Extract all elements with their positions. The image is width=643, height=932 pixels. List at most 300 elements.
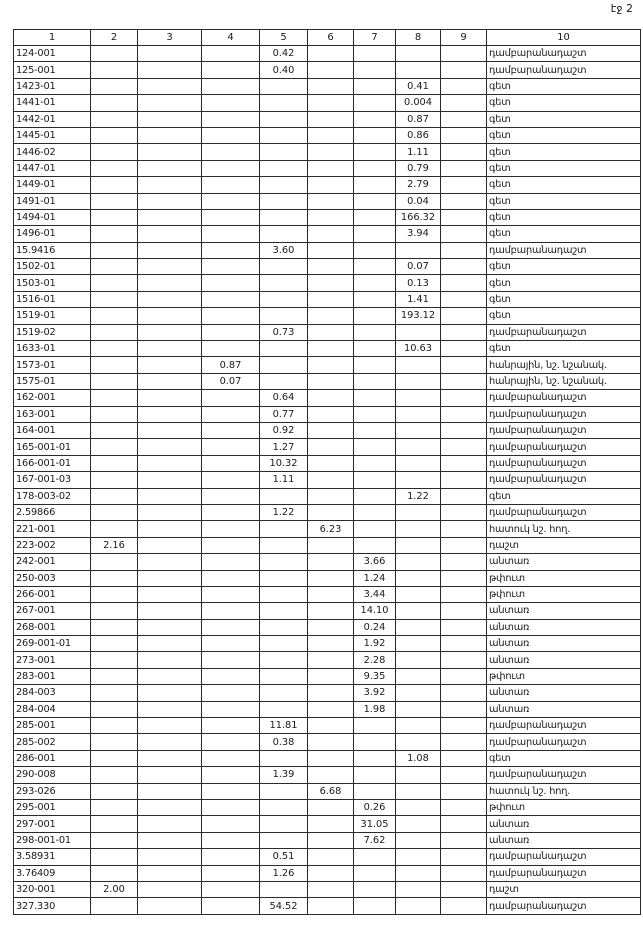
table-cell: 178-003-02 bbox=[14, 488, 91, 504]
table-cell bbox=[308, 275, 354, 291]
table-row bbox=[14, 668, 641, 684]
table-cell bbox=[441, 78, 487, 94]
table-cell: անտառ bbox=[487, 636, 641, 652]
table-cell: հատուկ նշ. հող. bbox=[487, 783, 641, 799]
table-row bbox=[14, 324, 641, 340]
table-cell bbox=[202, 422, 260, 438]
table-cell bbox=[308, 586, 354, 602]
table-cell bbox=[260, 78, 308, 94]
table-cell: 163-001 bbox=[14, 406, 91, 422]
table-cell: 1.92 bbox=[354, 636, 396, 652]
table-cell bbox=[138, 439, 202, 455]
table-cell bbox=[354, 734, 396, 750]
table-cell bbox=[354, 209, 396, 225]
table-cell bbox=[441, 406, 487, 422]
table-cell bbox=[396, 406, 441, 422]
table-cell: 293-026 bbox=[14, 783, 91, 799]
table-cell bbox=[308, 865, 354, 881]
table-row bbox=[14, 488, 641, 504]
table-cell bbox=[308, 570, 354, 586]
table-cell: 1.24 bbox=[354, 570, 396, 586]
table-cell: դամբարանադաշտ bbox=[487, 324, 641, 340]
table-cell: անտառ bbox=[487, 619, 641, 635]
table-cell: 0.77 bbox=[260, 406, 308, 422]
table-cell bbox=[354, 341, 396, 357]
table-row bbox=[14, 701, 641, 717]
table-cell bbox=[91, 95, 138, 111]
table-cell bbox=[260, 750, 308, 766]
table-cell bbox=[91, 439, 138, 455]
table-cell bbox=[354, 849, 396, 865]
table-cell bbox=[202, 177, 260, 193]
table-cell bbox=[202, 783, 260, 799]
table-cell bbox=[308, 357, 354, 373]
table-cell: 1519-02 bbox=[14, 324, 91, 340]
table-cell bbox=[441, 111, 487, 127]
table-cell: հանրային, նշ. նշանակ. bbox=[487, 373, 641, 389]
table-cell: 0.40 bbox=[260, 62, 308, 78]
table-cell bbox=[354, 488, 396, 504]
table-cell bbox=[441, 537, 487, 553]
table-cell bbox=[441, 718, 487, 734]
table-cell bbox=[138, 816, 202, 832]
table-cell bbox=[354, 357, 396, 373]
table-cell bbox=[91, 341, 138, 357]
table-cell bbox=[441, 783, 487, 799]
table-cell bbox=[354, 767, 396, 783]
table-row bbox=[14, 718, 641, 734]
table-row bbox=[14, 193, 641, 209]
table-cell: 266-001 bbox=[14, 586, 91, 602]
table-cell bbox=[202, 472, 260, 488]
table-cell: դամբարանադաշտ bbox=[487, 718, 641, 734]
table-cell bbox=[354, 537, 396, 553]
table-cell: 1503-01 bbox=[14, 275, 91, 291]
table-cell: 165-001-01 bbox=[14, 439, 91, 455]
table-cell bbox=[91, 242, 138, 258]
table-cell bbox=[138, 275, 202, 291]
table-cell bbox=[354, 750, 396, 766]
table-cell bbox=[354, 390, 396, 406]
table-cell bbox=[138, 898, 202, 914]
table-cell: 166.32 bbox=[396, 209, 441, 225]
table-cell bbox=[202, 767, 260, 783]
table-cell bbox=[354, 455, 396, 471]
table-cell bbox=[138, 767, 202, 783]
table-cell: 0.86 bbox=[396, 127, 441, 143]
table-row bbox=[14, 390, 641, 406]
table-cell: 221-001 bbox=[14, 521, 91, 537]
table-cell: գետ bbox=[487, 127, 641, 143]
table-cell: դամբարանադաշտ bbox=[487, 406, 641, 422]
table-cell bbox=[91, 767, 138, 783]
table-cell bbox=[202, 750, 260, 766]
table-cell bbox=[441, 881, 487, 897]
table-cell bbox=[202, 275, 260, 291]
table-cell bbox=[396, 62, 441, 78]
table-row bbox=[14, 439, 641, 455]
table-cell bbox=[354, 324, 396, 340]
table-cell bbox=[308, 799, 354, 815]
table-cell bbox=[91, 308, 138, 324]
table-cell bbox=[441, 849, 487, 865]
table-cell bbox=[354, 373, 396, 389]
table-cell: դամբարանադաշտ bbox=[487, 734, 641, 750]
table-cell bbox=[138, 259, 202, 275]
table-cell: դամբարանադաշտ bbox=[487, 504, 641, 520]
table-cell: 295-001 bbox=[14, 799, 91, 815]
table-cell bbox=[91, 816, 138, 832]
table-cell bbox=[396, 357, 441, 373]
table-cell bbox=[202, 554, 260, 570]
table-cell: 285-002 bbox=[14, 734, 91, 750]
table-cell bbox=[354, 95, 396, 111]
table-cell bbox=[91, 832, 138, 848]
table-cell bbox=[138, 78, 202, 94]
table-cell bbox=[308, 685, 354, 701]
table-cell bbox=[308, 668, 354, 684]
table-row bbox=[14, 685, 641, 701]
column-header: 2 bbox=[91, 30, 138, 46]
table-cell bbox=[396, 636, 441, 652]
table-cell bbox=[138, 472, 202, 488]
table-cell: անտառ bbox=[487, 701, 641, 717]
table-row bbox=[14, 734, 641, 750]
table-cell bbox=[138, 734, 202, 750]
table-cell bbox=[354, 783, 396, 799]
table-cell: 297-001 bbox=[14, 816, 91, 832]
table-cell bbox=[396, 898, 441, 914]
table-cell: 284-003 bbox=[14, 685, 91, 701]
table-cell bbox=[91, 668, 138, 684]
table-cell bbox=[91, 160, 138, 176]
table-cell bbox=[354, 521, 396, 537]
table-cell bbox=[138, 554, 202, 570]
table-cell: 286-001 bbox=[14, 750, 91, 766]
table-cell bbox=[91, 291, 138, 307]
table-cell: 10.63 bbox=[396, 341, 441, 357]
table-cell bbox=[138, 144, 202, 160]
table-cell bbox=[308, 881, 354, 897]
table-cell bbox=[91, 177, 138, 193]
table-cell: 10.32 bbox=[260, 455, 308, 471]
table-cell bbox=[308, 488, 354, 504]
table-row bbox=[14, 767, 641, 783]
table-cell bbox=[441, 226, 487, 242]
table-cell bbox=[308, 341, 354, 357]
table-cell bbox=[441, 390, 487, 406]
table-cell bbox=[202, 668, 260, 684]
table-cell: 1423-01 bbox=[14, 78, 91, 94]
table-cell bbox=[441, 373, 487, 389]
table-cell bbox=[202, 816, 260, 832]
table-cell bbox=[396, 849, 441, 865]
table-cell: անտառ bbox=[487, 685, 641, 701]
table-cell: 3.92 bbox=[354, 685, 396, 701]
table-cell bbox=[396, 324, 441, 340]
table-cell: 1449-01 bbox=[14, 177, 91, 193]
table-cell bbox=[260, 357, 308, 373]
table-cell: 3.76409 bbox=[14, 865, 91, 881]
table-cell bbox=[202, 832, 260, 848]
table-cell bbox=[138, 586, 202, 602]
table-cell bbox=[354, 472, 396, 488]
table-cell bbox=[308, 308, 354, 324]
table-cell bbox=[396, 521, 441, 537]
table-row bbox=[14, 177, 641, 193]
table-cell: 273-001 bbox=[14, 652, 91, 668]
table-cell bbox=[260, 570, 308, 586]
table-cell bbox=[202, 209, 260, 225]
table-cell: 3.94 bbox=[396, 226, 441, 242]
table-cell bbox=[441, 652, 487, 668]
table-cell: 0.004 bbox=[396, 95, 441, 111]
table-cell bbox=[260, 226, 308, 242]
table-cell: հատուկ նշ. հող. bbox=[487, 521, 641, 537]
table-cell bbox=[202, 226, 260, 242]
table-cell bbox=[396, 734, 441, 750]
table-cell bbox=[260, 308, 308, 324]
table-cell bbox=[354, 504, 396, 520]
table-row bbox=[14, 832, 641, 848]
table-cell: 1445-01 bbox=[14, 127, 91, 143]
table-cell bbox=[202, 160, 260, 176]
table-cell bbox=[138, 881, 202, 897]
table-cell bbox=[202, 734, 260, 750]
table-cell bbox=[138, 750, 202, 766]
table-cell bbox=[441, 701, 487, 717]
table-cell bbox=[91, 357, 138, 373]
table-cell bbox=[396, 881, 441, 897]
table-cell bbox=[260, 373, 308, 389]
table-cell bbox=[354, 127, 396, 143]
column-header: 8 bbox=[396, 30, 441, 46]
table-cell bbox=[202, 390, 260, 406]
table-cell bbox=[91, 455, 138, 471]
table-cell bbox=[354, 193, 396, 209]
table-cell bbox=[396, 668, 441, 684]
table-cell: 1519-01 bbox=[14, 308, 91, 324]
table-cell bbox=[138, 619, 202, 635]
table-row bbox=[14, 636, 641, 652]
table-row bbox=[14, 554, 641, 570]
table-cell bbox=[91, 554, 138, 570]
table-cell bbox=[138, 357, 202, 373]
table-cell: 320-001 bbox=[14, 881, 91, 897]
table-cell bbox=[441, 177, 487, 193]
table-cell bbox=[202, 521, 260, 537]
table-cell bbox=[441, 603, 487, 619]
table-cell bbox=[202, 898, 260, 914]
table-cell: 0.79 bbox=[396, 160, 441, 176]
table-cell: գետ bbox=[487, 259, 641, 275]
table-cell bbox=[91, 734, 138, 750]
table-cell bbox=[441, 209, 487, 225]
table-cell bbox=[260, 95, 308, 111]
table-cell bbox=[441, 767, 487, 783]
table-cell bbox=[308, 537, 354, 553]
table-cell bbox=[260, 685, 308, 701]
table-cell bbox=[354, 259, 396, 275]
table-cell: 250-003 bbox=[14, 570, 91, 586]
table-cell bbox=[308, 701, 354, 717]
table-cell: 285-001 bbox=[14, 718, 91, 734]
table-cell bbox=[396, 373, 441, 389]
table-cell bbox=[441, 488, 487, 504]
table-cell bbox=[354, 439, 396, 455]
table-cell bbox=[91, 636, 138, 652]
table-cell bbox=[260, 209, 308, 225]
table-cell bbox=[91, 226, 138, 242]
table-cell bbox=[441, 324, 487, 340]
table-cell bbox=[260, 160, 308, 176]
header-row bbox=[14, 30, 641, 46]
table-cell bbox=[308, 242, 354, 258]
table-cell bbox=[91, 865, 138, 881]
table-cell bbox=[308, 373, 354, 389]
table-cell bbox=[441, 636, 487, 652]
table-cell bbox=[441, 95, 487, 111]
table-cell bbox=[202, 701, 260, 717]
table-cell bbox=[91, 898, 138, 914]
table-cell bbox=[441, 570, 487, 586]
table-cell bbox=[308, 193, 354, 209]
table-cell: 9.35 bbox=[354, 668, 396, 684]
table-row bbox=[14, 865, 641, 881]
table-cell bbox=[396, 865, 441, 881]
table-cell: 1.98 bbox=[354, 701, 396, 717]
table-cell bbox=[91, 373, 138, 389]
table-cell bbox=[308, 832, 354, 848]
column-header: 5 bbox=[260, 30, 308, 46]
table-cell: թփուտ bbox=[487, 586, 641, 602]
table-cell bbox=[138, 652, 202, 668]
column-header: 4 bbox=[202, 30, 260, 46]
table-cell bbox=[396, 652, 441, 668]
table-cell bbox=[138, 455, 202, 471]
table-cell: գետ bbox=[487, 95, 641, 111]
data-table bbox=[13, 29, 641, 915]
table-cell: 0.07 bbox=[396, 259, 441, 275]
table-cell bbox=[260, 193, 308, 209]
table-cell bbox=[308, 78, 354, 94]
table-cell bbox=[202, 46, 260, 62]
table-cell: 1.11 bbox=[260, 472, 308, 488]
table-cell: գետ bbox=[487, 193, 641, 209]
table-cell bbox=[354, 160, 396, 176]
table-cell: 6.23 bbox=[308, 521, 354, 537]
table-cell: 0.87 bbox=[396, 111, 441, 127]
table-cell bbox=[396, 439, 441, 455]
table-cell: գետ bbox=[487, 111, 641, 127]
table-cell bbox=[91, 685, 138, 701]
table-cell bbox=[441, 455, 487, 471]
table-cell: 125-001 bbox=[14, 62, 91, 78]
table-cell bbox=[354, 291, 396, 307]
table-cell: գետ bbox=[487, 160, 641, 176]
table-cell: 2.79 bbox=[396, 177, 441, 193]
table-cell bbox=[308, 750, 354, 766]
table-cell bbox=[308, 291, 354, 307]
table-cell bbox=[138, 865, 202, 881]
table-cell bbox=[202, 881, 260, 897]
table-cell: 1496-01 bbox=[14, 226, 91, 242]
table-cell bbox=[260, 291, 308, 307]
table-cell bbox=[202, 652, 260, 668]
table-cell bbox=[308, 455, 354, 471]
table-row bbox=[14, 226, 641, 242]
table-cell bbox=[260, 619, 308, 635]
table-cell: թփուտ bbox=[487, 668, 641, 684]
table-cell bbox=[260, 488, 308, 504]
table-row bbox=[14, 144, 641, 160]
table-row bbox=[14, 78, 641, 94]
table-cell: 1.11 bbox=[396, 144, 441, 160]
table-cell bbox=[441, 144, 487, 160]
table-cell bbox=[138, 324, 202, 340]
table-cell: 1494-01 bbox=[14, 209, 91, 225]
table-cell bbox=[396, 685, 441, 701]
table-cell bbox=[260, 111, 308, 127]
table-cell bbox=[138, 832, 202, 848]
table-cell: դամբարանադաշտ bbox=[487, 898, 641, 914]
table-cell bbox=[138, 685, 202, 701]
table-cell bbox=[308, 111, 354, 127]
table-cell bbox=[354, 275, 396, 291]
table-cell bbox=[308, 504, 354, 520]
table-cell bbox=[396, 422, 441, 438]
table-cell: 2.16 bbox=[91, 537, 138, 553]
table-row bbox=[14, 455, 641, 471]
table-cell: 0.24 bbox=[354, 619, 396, 635]
table-cell bbox=[441, 308, 487, 324]
table-cell bbox=[202, 308, 260, 324]
table-cell bbox=[202, 324, 260, 340]
table-cell bbox=[354, 242, 396, 258]
table-cell bbox=[308, 718, 354, 734]
table-cell bbox=[354, 177, 396, 193]
table-cell bbox=[354, 308, 396, 324]
table-cell: 0.07 bbox=[202, 373, 260, 389]
table-cell bbox=[308, 406, 354, 422]
table-cell bbox=[441, 898, 487, 914]
table-cell bbox=[396, 783, 441, 799]
table-cell bbox=[202, 504, 260, 520]
table-cell bbox=[202, 537, 260, 553]
table-cell bbox=[354, 865, 396, 881]
column-header: 1 bbox=[14, 30, 91, 46]
table-cell: 6.68 bbox=[308, 783, 354, 799]
table-cell bbox=[202, 685, 260, 701]
table-cell: 164-001 bbox=[14, 422, 91, 438]
table-cell bbox=[202, 718, 260, 734]
table-cell: թփուտ bbox=[487, 570, 641, 586]
table-cell: 1.27 bbox=[260, 439, 308, 455]
table-cell bbox=[91, 619, 138, 635]
table-cell bbox=[396, 46, 441, 62]
table-cell bbox=[396, 619, 441, 635]
table-cell bbox=[441, 554, 487, 570]
table-cell bbox=[308, 734, 354, 750]
table-cell: դամբարանադաշտ bbox=[487, 46, 641, 62]
table-cell: 290-008 bbox=[14, 767, 91, 783]
table-row bbox=[14, 849, 641, 865]
table-cell bbox=[441, 865, 487, 881]
table-cell: դամբարանադաշտ bbox=[487, 390, 641, 406]
table-cell: 1516-01 bbox=[14, 291, 91, 307]
table-cell bbox=[91, 390, 138, 406]
table-cell bbox=[91, 472, 138, 488]
